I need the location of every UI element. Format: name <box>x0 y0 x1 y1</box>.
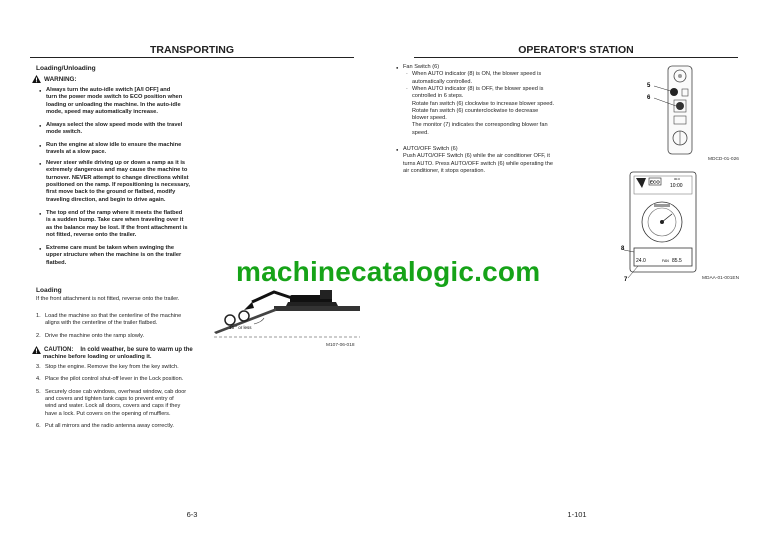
warning-bullet: ● <box>39 245 42 251</box>
step-text-line: aligns with the centerline of the trailer flatbed. <box>45 320 158 327</box>
callout-8: 8 <box>621 246 625 252</box>
item-text-line: turns AUTO. Press AUTO/OFF switch (6) while operating the <box>403 160 553 167</box>
item-text-line: air conditioner, it stops operation. <box>403 167 486 174</box>
item-sub-bullet: · <box>406 85 408 92</box>
right-page-header: OPERATOR'S STATION <box>518 44 634 56</box>
step-text-line: have a lock. Put covers on the opening of mufflers. <box>45 410 171 417</box>
callout-6: 6 <box>647 95 651 101</box>
warning-text-line: as the balance may be lost. If the front attachment is <box>46 224 188 231</box>
item-text-line: controlled in 6 steps. <box>412 93 464 100</box>
monitor-clock: 10:00 <box>670 183 683 189</box>
step-text-line: Drive the machine onto the ramp slowly. <box>45 332 145 339</box>
item-text-line: speed. <box>412 129 429 136</box>
warning-text-line: extremely dangerous and may cause the machine to <box>46 167 188 174</box>
caution-triangle-icon <box>32 346 41 354</box>
switch-panel-figure <box>644 64 712 156</box>
item-bullet: ● <box>396 146 399 152</box>
step-text-line: Load the machine so that the centerline of the machine <box>45 313 182 319</box>
switch-figure-caption: MDCD-01-026 <box>708 157 739 162</box>
item-text-line: The monitor (7) indicates the corresponding blower fan <box>412 122 548 129</box>
item-text-line: automatically controlled. <box>412 78 473 85</box>
step-number: 4. <box>36 376 41 383</box>
warning-text-line: Always turn the auto-idle switch [A/I OFF] and <box>46 87 171 93</box>
warning-triangle-icon <box>32 75 41 83</box>
warning-text-line: The top end of the ramp where it meets the flatbed <box>46 210 183 216</box>
monitor-temp: 24.0 <box>636 258 646 264</box>
warning-text-line: first move back to the ground or flatbed, modify <box>46 189 176 196</box>
watermark: machinecatalogic.com <box>236 256 541 287</box>
step-text-line: Securely close cab windows, overhead window, cab door <box>45 388 187 395</box>
ramp-angle-label: 15 ° or less <box>229 325 252 330</box>
monitor-small-readout: 00.0 <box>674 177 680 181</box>
warning-text-line: Run the engine at slow idle to ensure the machine <box>46 142 182 148</box>
warning-text-line: turn the power mode switch to ECO position when <box>46 94 183 101</box>
warning-bullet: ● <box>39 87 42 93</box>
warning-bullet: ● <box>39 210 42 216</box>
item-text-line: When AUTO indicator (8) is ON, the blower speed is <box>412 71 542 78</box>
warning-text-line: is a sudden bump. Take care when traveling over it <box>46 217 184 224</box>
step-text-line: Place the pilot control shut-off lever in the Lock position. <box>45 376 184 383</box>
warning-text-line: traveling direction, and begin to drive again. <box>46 196 166 203</box>
loading-figure-caption: M107-06-018 <box>326 343 355 348</box>
step-text-line: Put all mirrors and the radio antenna away correctly. <box>45 422 174 429</box>
item-text-line: Push AUTO/OFF Switch (6) while the air conditioner OFF, it <box>403 153 550 160</box>
warning-bullet: ● <box>39 142 42 148</box>
step-number: 5. <box>36 388 41 395</box>
warning-bullet: ● <box>39 122 42 128</box>
item-title: AUTO/OFF Switch (6) <box>403 146 458 152</box>
section-title: Loading/Unloading <box>36 65 96 72</box>
left-page-header: TRANSPORTING <box>150 44 234 56</box>
right-header-rule <box>414 57 738 58</box>
loading-intro: If the front attachment is not fitted, reverse onto the trailer. <box>36 296 180 302</box>
warning-heading <box>32 75 77 83</box>
warning-text-line: not fitted, reverse onto the trailer. <box>46 231 137 238</box>
warning-text-line: travels at a slow pace. <box>46 149 107 156</box>
warning-bullet: ● <box>39 160 42 166</box>
warning-text-line: mode, speed may automatically increase. <box>46 108 158 115</box>
warning-text-line: Never steer while driving up or down a ramp as it is <box>46 160 186 166</box>
warning-text-line: mode switch. <box>46 129 83 136</box>
caution-text-line-2: machine before loading or unloading it. <box>43 354 152 360</box>
monitor-figure-caption: MDAA-01-001EN <box>702 276 740 281</box>
left-header-rule <box>30 57 354 58</box>
step-text-line: Stop the engine. Remove the key from the key switch. <box>45 364 179 370</box>
item-text-line: blower speed. <box>412 115 447 122</box>
loading-ramp-figure <box>212 288 362 342</box>
monitor-figure <box>620 170 700 282</box>
warning-label: WARNING: <box>44 75 77 83</box>
caution-label: CAUTION: <box>44 347 74 353</box>
warning-text-line: Always select the slow speed mode with the travel <box>46 122 183 128</box>
warning-text-line: upper structure when the machine is on the trailer <box>46 252 182 259</box>
step-text-line: and covers and tighten tank caps to prevent entry of <box>45 395 174 402</box>
item-text-line: When AUTO indicator (8) is OFF, the blower speed is <box>412 85 544 92</box>
warning-text-line: loading or unloading the machine. In the auto-idle <box>46 101 181 108</box>
step-number: 1. <box>36 313 41 319</box>
item-text-line: Rotate fan switch (6) clockwise to increase blower speed. <box>412 100 555 107</box>
item-title: Fan Switch (6) <box>403 64 440 70</box>
left-page-number: 6-3 <box>186 510 198 519</box>
item-text-line: Rotate fan switch (6) counterclockwise to decrease <box>412 107 539 114</box>
item-bullet: ● <box>396 64 399 70</box>
monitor-fan-value: 85.5 <box>672 258 682 264</box>
warning-text-line: Extreme care must be taken when swinging the <box>46 245 175 251</box>
warning-text-line: turnover. NEVER attempt to change directions whilst <box>46 174 189 181</box>
callout-5: 5 <box>647 83 651 89</box>
caution-heading <box>32 346 193 354</box>
warning-text-line: positioned on the ramp. If repositioning is necessary, <box>46 181 191 188</box>
step-number: 6. <box>36 422 41 429</box>
callout-7: 7 <box>624 277 628 282</box>
monitor-fan-label: FAN <box>662 259 669 263</box>
step-number: 2. <box>36 332 41 339</box>
step-number: 3. <box>36 364 41 370</box>
item-sub-bullet: · <box>406 71 408 78</box>
monitor-eco: ECO <box>650 179 660 185</box>
step-text-line: wind and water. Lock all doors, covers and caps if they <box>45 403 181 410</box>
loading-title: Loading <box>36 287 62 294</box>
right-page-number: 1-101 <box>567 510 587 519</box>
caution-text-line-1: In cold weather, be sure to warm up the <box>80 347 193 353</box>
warning-text-line: flatbed. <box>46 259 67 266</box>
